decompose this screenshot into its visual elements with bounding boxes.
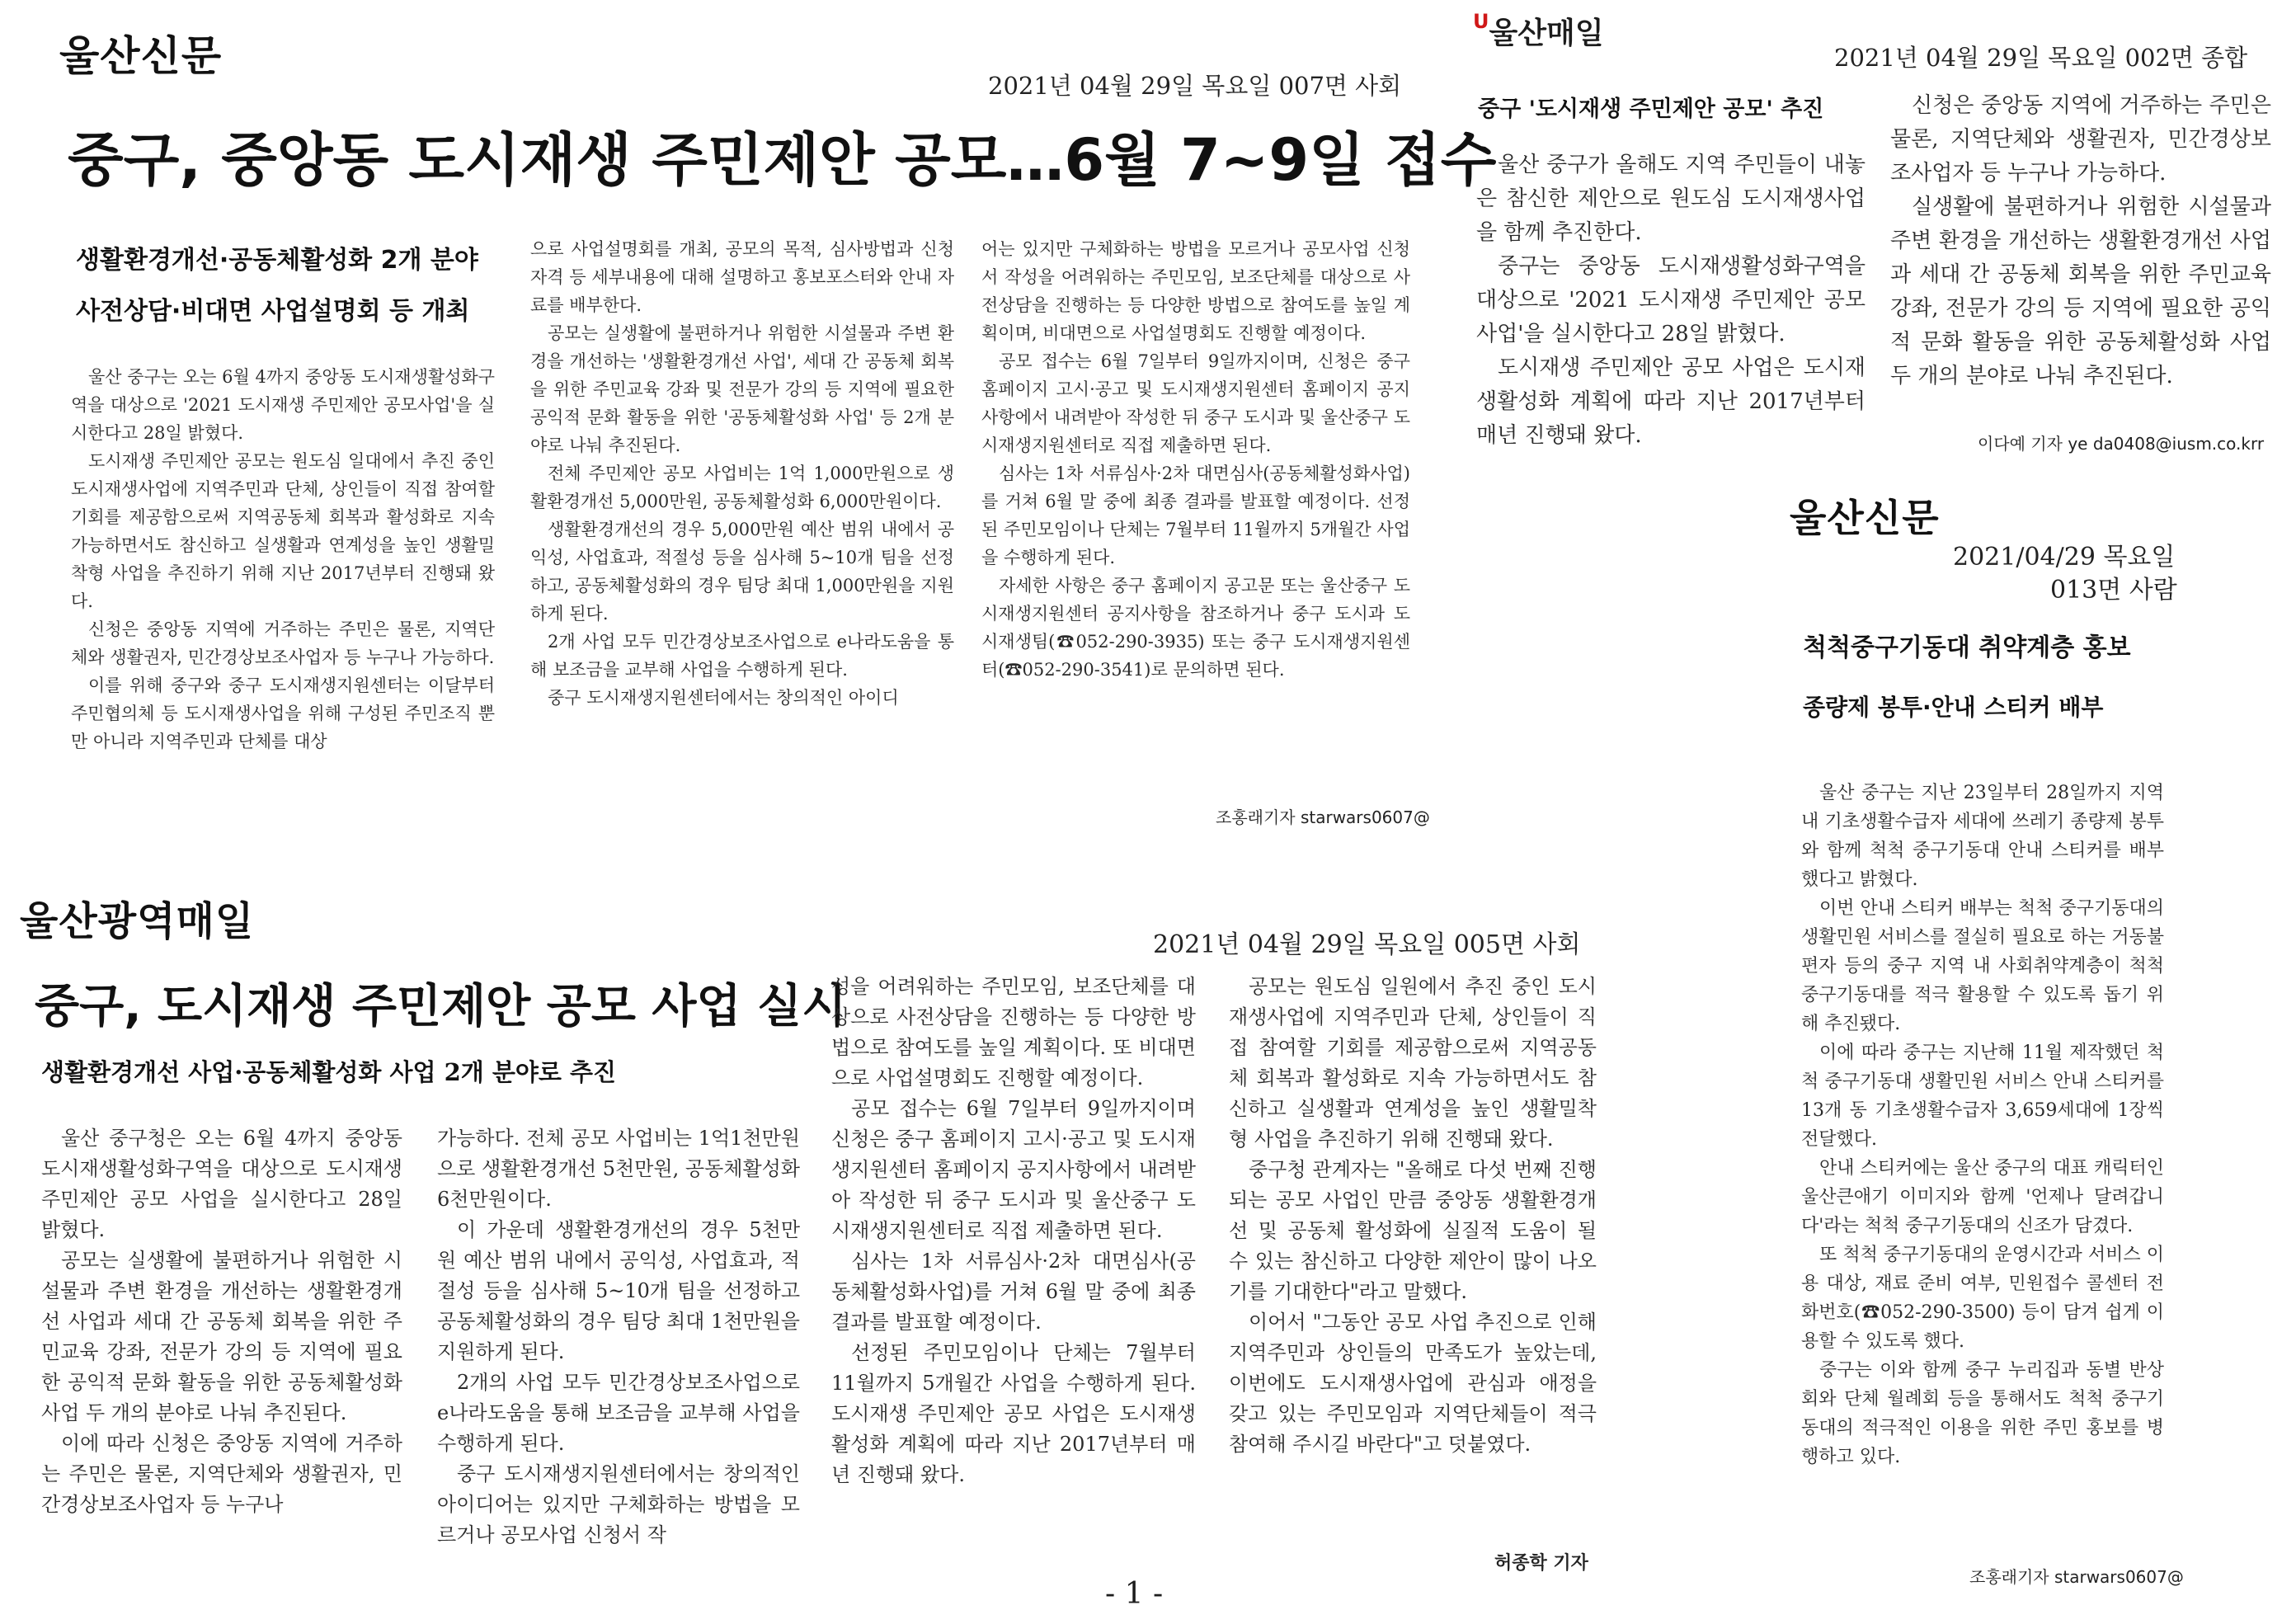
- paragraph: 실생활에 불편하거나 위험한 시설물과 주변 환경을 개선하는 생활환경개선 사업과 세대 간 공동체 회복을 위한 주민교육 강좌, 전문가 강의 등 지역에 필요한 공익적 문화 활동을 위한 공동체활성화 사업 두 개의 분야로 나눠 추진된다.: [1890, 195, 2271, 388]
- paragraph: 가능하다. 전체 공모 사업비는 1억1천만원으로 생활환경개선 5천만원, 공동체활성화 6천만원이다.: [437, 1127, 800, 1211]
- paragraph: 전체 주민제안 공모 사업비는 1억 1,000만원으로 생활환경개선 5,000만원, 공동체활성화 6,000만원이다.: [530, 464, 954, 511]
- date: 2021/04/29 목요일: [1953, 543, 2176, 572]
- article-column-3: [831, 972, 1196, 1574]
- subhead: 생활환경개선 사업·공동체활성화 사업 2개 분야로 추진: [41, 1058, 617, 1086]
- paragraph: 이에 따라 신청은 중앙동 지역에 거주하는 주민은 물론, 지역단체와 생활권자, 민간경상보조사업자 등 누구나: [41, 1432, 402, 1516]
- article-subtitle: 종량제 봉투·안내 스티커 배부: [1803, 694, 2104, 721]
- dateline: 2021년 04월 29일 목요일 002면 종합: [1834, 44, 2248, 72]
- paragraph: 으로 사업설명회를 개최, 공모의 목적, 심사방법과 신청자격 등 세부내용에 대해 설명하고 홍보포스터와 안내 자료를 배부한다.: [530, 239, 954, 315]
- paragraph: 중구 도시재생지원센터에서는 창의적인 아이디어는 있지만 구체화하는 방법을 모르거나 공모사업 신청서 작: [437, 1462, 800, 1546]
- article-column-1: [41, 1123, 402, 1574]
- paragraph: 이번 안내 스티커 배부는 척척 중구기동대의 생활민원 서비스를 절실히 필요로 하는 거동불편자 등의 중구 지역 내 사회취약계층이 척척 중구기동대를 적극 활용할 수 있도록 돕기 위해 추진됐다.: [1801, 898, 2164, 1034]
- paper-logo: [1473, 10, 1604, 52]
- dateline: 2021년 04월 29일 목요일 007면 사회: [988, 72, 1402, 100]
- paper-name: 울산매일: [1489, 16, 1604, 50]
- paragraph: 울산 중구가 올해도 지역 주민들이 내놓은 참신한 제안으로 원도심 도시재생사업을 함께 추진한다.: [1476, 153, 1866, 245]
- subhead-1: 생활환경개선·공동체활성화 2개 분야: [76, 246, 478, 275]
- paper-name: 울산신문: [1790, 496, 1940, 540]
- paragraph: 공모는 실생활에 불편하거나 위험한 시설물과 주변 환경을 개선하는 '생활환경개선 사업', 세대 간 공동체 회복을 위한 주민교육 강좌 및 전문가 강의 등 지역에 필요한 공익적 문화 활동을 위한 '공동체활성화 사업' 등 2개 분야로 나눠 추진된다.: [530, 323, 954, 455]
- paragraph: 울산 중구는 오는 6월 4까지 중앙동 도시재생활성화구역을 대상으로 '2021 도시재생 주민제안 공모사업'을 실시한다고 28일 밝혔다.: [71, 367, 495, 443]
- paragraph: 도시재생 주민제안 공모 사업은 도시재생활성화 계획에 따라 지난 2017년부터 매년 진행돼 왔다.: [1476, 355, 1866, 448]
- paragraph: 중구는 이와 함께 중구 누리집과 동별 반상회와 단체 월례회 등을 통해서도 척척 중구기동대의 적극적인 이용을 위한 주민 홍보를 병행하고 있다.: [1801, 1360, 2164, 1467]
- paragraph: 신청은 중앙동 지역에 거주하는 주민은 물론, 지역단체와 생활권자, 민간경상보조사업자 등 누구나 가능하다.: [1890, 93, 2271, 186]
- paragraph: 공모 접수는 6월 7일부터 9일까지이며 신청은 중구 홈페이지 고시·공고 및 도시재생지원센터 홈페이지 공지사항에서 내려받아 작성한 뒤 중구 도시과 및 울산중구 도시재생지원센터로 직접 제출하면 된다.: [831, 1097, 1196, 1242]
- article-title: 중구 '도시재생 주민제안 공모' 추진: [1478, 96, 1824, 122]
- paper-name: 울산광역매일: [20, 898, 255, 944]
- paragraph: 또 척척 중구기동대의 운영시간과 서비스 이용 대상, 재료 준비 여부, 민원접수 콜센터 전화번호(☎052-290-3500) 등이 담겨 쉽게 이용할 수 있도록 했다.: [1801, 1245, 2164, 1352]
- paragraph: 중구청 관계자는 "올해로 다섯 번째 진행되는 공모 사업인 만큼 중앙동 생활환경개선 및 공동체 활성화에 실질적 도움이 될 수 있는 참신하고 다양한 제안이 많이 나오기를 기대한다"라고 말했다.: [1229, 1158, 1597, 1303]
- paragraph: 공모는 실생활에 불편하거나 위험한 시설물과 주변 환경을 개선하는 생활환경개선 사업과 세대 간 공동체 회복을 위한 주민교육 강좌, 전문가 강의 등 지역에 필요한 공익적 문화 활동을 위한 공동체활성화 사업 두 개의 분야로 나눠 추진된다.: [41, 1249, 402, 1424]
- paragraph: 공모는 원도심 일원에서 추진 중인 도시재생사업에 지역주민과 단체, 상인들이 직접 참여할 기회를 제공함으로써 지역공동체 회복과 활성화로 지속 가능하면서도 참신하고 실생활과 연계성을 높인 생활밀착형 사업을 추진하기 위해 진행돼 왔다.: [1229, 975, 1597, 1151]
- dateline: 2021년 04월 29일 목요일 005면 사회: [1153, 930, 1581, 959]
- article-column: [1801, 779, 2164, 1560]
- article-column-4: [1229, 972, 1597, 1549]
- headline: 중구, 중앙동 도시재생 주민제안 공모…6월 7~9일 접수: [68, 126, 1497, 194]
- byline: 허종학 기자: [1494, 1553, 1588, 1574]
- page-number: - 1 -: [1105, 1577, 1164, 1611]
- paragraph: 어는 있지만 구체화하는 방법을 모르거나 공모사업 신청서 작성을 어려워하는 주민모임, 보조단체를 대상으로 사전상담을 진행하는 등 다양한 방법으로 참여도를 높일 계획이며, 비대면으로 사업설명회도 진행할 예정이다.: [981, 239, 1410, 343]
- paragraph: 심사는 1차 서류심사·2차 대면심사(공동체활성화사업)를 거쳐 6월 말 중에 최종 결과를 발표할 예정이다.: [831, 1250, 1196, 1334]
- article-column-2: [1890, 89, 2271, 429]
- paragraph: 울산 중구는 지난 23일부터 28일까지 지역 내 기초생활수급자 세대에 쓰레기 종량제 봉투와 함께 척척 중구기동대 안내 스티커를 배부했다고 밝혔다.: [1801, 783, 2164, 890]
- paragraph: 심사는 1차 서류심사·2차 대면심사(공동체활성화사업)를 거쳐 6월 말 중에 최종 결과를 발표할 예정이다. 선정된 주민모임이나 단체는 7월부터 11월까지 5개월간 사업을 수행하게 된다.: [981, 464, 1410, 567]
- paragraph: 신청은 중앙동 지역에 거주하는 주민은 물론, 지역단체와 생활권자, 민간경상보조사업자 등 누구나 가능하다.: [71, 619, 495, 667]
- paragraph: 이에 따라 중구는 지난해 11월 제작했던 척척 중구기동대 생활민원 서비스 안내 스티커를 13개 동 기초생활수급자 3,659세대에 1장씩 전달했다.: [1801, 1043, 2164, 1150]
- byline: 이다예 기자 ye da0408@iusm.co.krr: [1978, 434, 2265, 454]
- logo-u-icon: U: [1473, 10, 1489, 33]
- paragraph: 중구는 중앙동 도시재생활성화구역을 대상으로 '2021 도시재생 주민제안 공모 사업'을 실시한다고 28일 밝혔다.: [1476, 254, 1866, 346]
- paragraph: 생활환경개선의 경우 5,000만원 예산 범위 내에서 공익성, 사업효과, 적절성 등을 심사해 5~10개 팀을 선정하고, 공동체활성화의 경우 팀당 최대 1,000만원을 지원하게 된다.: [530, 520, 954, 624]
- paragraph: 자세한 사항은 중구 홈페이지 공고문 또는 울산중구 도시재생지원센터 공지사항을 참조하거나 중구 도시과 도시재생팀(☎052-290-3935) 또는 중구 도시재생지원센터(☎052-290-3541)로 문의하면 된다.: [981, 576, 1410, 680]
- paragraph: 성을 어려워하는 주민모임, 보조단체를 대상으로 사전상담을 진행하는 등 다양한 방법으로 참여도를 높일 계획이다. 또 비대면으로 사업설명회도 진행할 예정이다.: [831, 975, 1196, 1090]
- article-column-1: [1476, 148, 1866, 462]
- page-section: 013면 사람: [2050, 576, 2177, 605]
- paragraph: 선정된 주민모임이나 단체는 7월부터 11월까지 5개월간 사업을 수행하게 된다. 도시재생 주민제안 공모 사업은 도시재생활성화 계획에 따라 지난 2017년부터 매년 진행돼 왔다.: [831, 1341, 1196, 1486]
- headline: 중구, 도시재생 주민제안 공모 사업 실시: [35, 980, 847, 1033]
- article-column-2: [530, 235, 954, 829]
- paragraph: 2개 사업 모두 민간경상보조사업으로 e나라도움을 통해 보조금을 교부해 사업을 수행하게 된다.: [530, 632, 954, 680]
- paper-name: 울산신문: [59, 32, 223, 80]
- paragraph: 중구 도시재생지원센터에서는 창의적인 아이디: [548, 688, 899, 708]
- article-title: 척척중구기동대 취약계층 홍보: [1803, 633, 2131, 662]
- subhead-2: 사전상담·비대면 사업설명회 등 개최: [76, 297, 470, 326]
- paragraph: 도시재생 주민제안 공모는 원도심 일대에서 추진 중인 도시재생사업에 지역주민과 단체, 상인들이 직접 참여할 기회를 제공함으로써 지역공동체 회복과 활성화로 지속 가능하면서도 참신하고 실생활과 연계성을 높인 생활밀착형 사업을 추진하기 위해 지난 2017년부터 진행돼 왔다.: [71, 451, 495, 611]
- article-column-3: [981, 235, 1410, 821]
- article-column-2: [437, 1123, 800, 1574]
- paragraph: 공모 접수는 6월 7일부터 9일까지이며, 신청은 중구 홈페이지 고시·공고 및 도시재생지원센터 홈페이지 공지사항에서 내려받아 작성한 뒤 중구 도시과 및 울산중구 도시재생지원센터로 직접 제출하면 된다.: [981, 351, 1410, 455]
- paragraph: 이를 위해 중구와 중구 도시재생지원센터는 이달부터 주민협의체 등 도시재생사업을 위해 구성된 주민조직 뿐만 아니라 지역주민과 단체를 대상: [71, 675, 495, 751]
- paragraph: 울산 중구청은 오는 6월 4까지 중앙동 도시재생활성화구역을 대상으로 도시재생 주민제안 공모 사업을 실시한다고 28일 밝혔다.: [41, 1127, 402, 1241]
- paragraph: 이어서 "그동안 공모 사업 추진으로 인해 지역주민과 상인들의 만족도가 높았는데, 이번에도 도시재생사업에 관심과 애정을 갖고 있는 주민모임과 지역단체들이 적극 참여해 주시길 바란다"고 덧붙였다.: [1229, 1311, 1597, 1456]
- byline: 조홍래기자 starwars0607@: [1969, 1567, 2184, 1587]
- paragraph: 2개의 사업 모두 민간경상보조사업으로 e나라도움을 통해 보조금을 교부해 사업을 수행하게 된다.: [437, 1371, 800, 1455]
- article-column-1: [71, 363, 495, 829]
- paragraph: 이 가운데 생활환경개선의 경우 5천만원 예산 범위 내에서 공익성, 사업효과, 적절성 등을 심사해 5~10개 팀을 선정하고 공동체활성화의 경우 팀당 최대 1천만원을 지원하게 된다.: [437, 1218, 800, 1363]
- byline: 조홍래기자 starwars0607@: [1216, 807, 1430, 827]
- paragraph: 안내 스티커에는 울산 중구의 대표 캐릭터인 울산큰애기 이미지와 함께 '언제나 달려갑니다'라는 척척 중구기동대의 신조가 담겼다.: [1801, 1158, 2164, 1236]
